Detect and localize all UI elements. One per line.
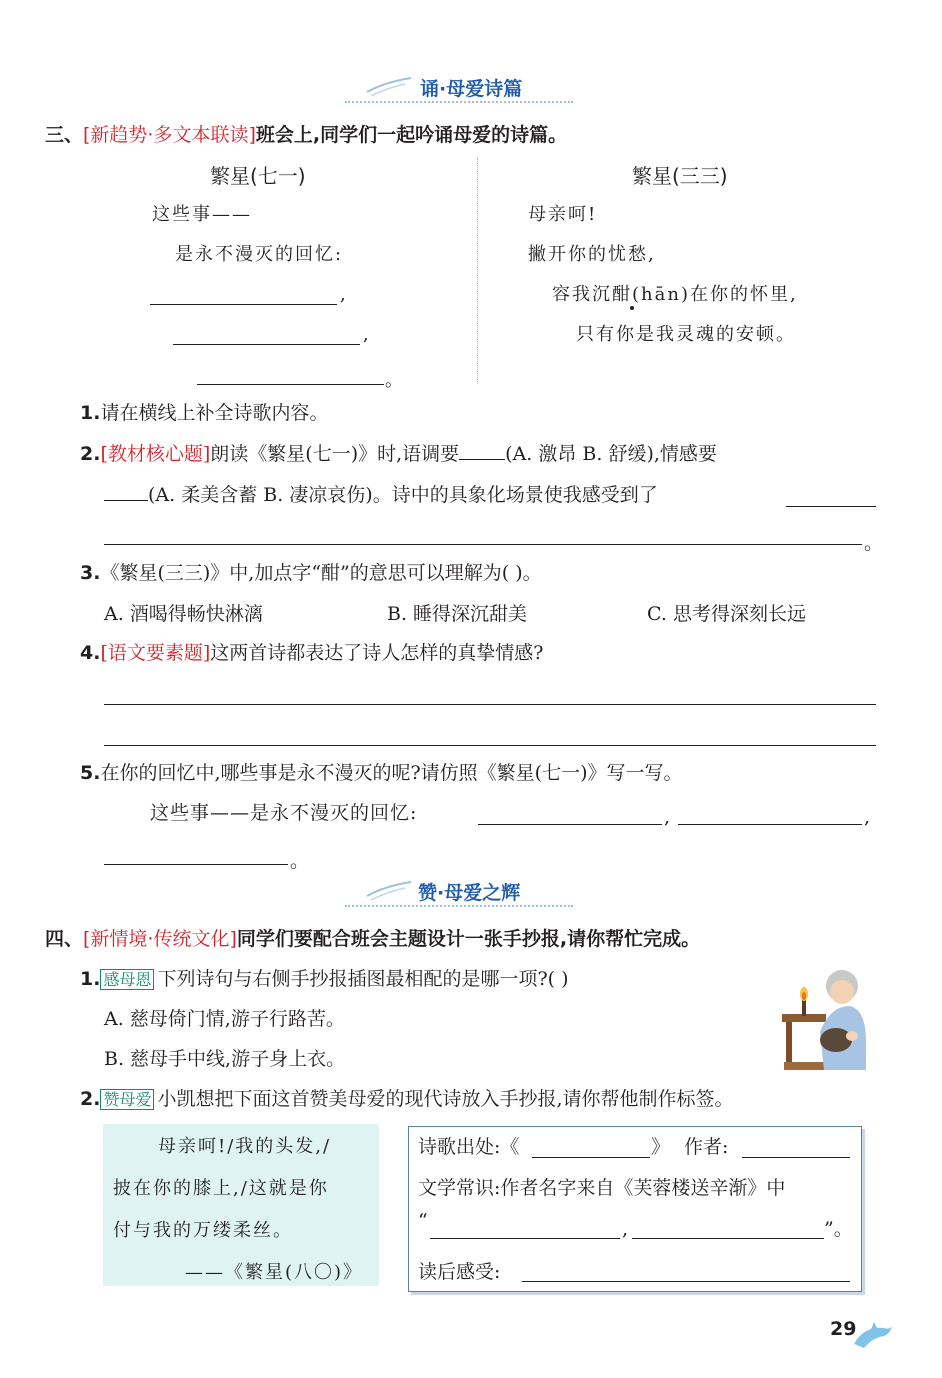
quote-blank[interactable] bbox=[632, 1238, 824, 1239]
author-label: 作者: bbox=[684, 1136, 729, 1158]
poem-line: 容我沉酣(hān)在你的怀里, bbox=[552, 284, 798, 305]
pen-decoration-icon bbox=[365, 74, 415, 100]
source-label: 诗歌出处:《 bbox=[418, 1136, 520, 1158]
answer-blank[interactable] bbox=[104, 864, 288, 865]
question-tag: 感母恩 bbox=[100, 969, 154, 990]
poem-line: 是永不漫灭的回忆: bbox=[175, 244, 344, 265]
answer-blank[interactable] bbox=[478, 824, 662, 825]
option-b[interactable]: B. 睡得深沉甜美 bbox=[387, 603, 528, 625]
author-blank[interactable] bbox=[742, 1157, 850, 1158]
question-4-1: 1. 感母恩 下列诗句与右侧手抄报插图最相配的是哪一项?( ) bbox=[80, 968, 569, 990]
section-title: 诵·母爱诗篇 bbox=[420, 78, 523, 100]
pen-decoration-icon bbox=[365, 878, 415, 904]
question-4-2: 2. 赞母爱 小凯想把下面这首赞美母爱的现代诗放入手抄报,请你帮他制作标签。 bbox=[80, 1088, 734, 1110]
poem-line: 披在你的膝上,/这就是你 bbox=[113, 1178, 329, 1199]
question-1: 1.请在横线上补全诗歌内容。 bbox=[80, 402, 329, 424]
page-number: 29 bbox=[830, 1318, 857, 1340]
option-a[interactable]: A. 慈母倚门情,游子行路苦。 bbox=[104, 1008, 345, 1030]
section-heading: 三、[新趋势·多文本联读]班会上,同学们一起吟诵母爱的诗篇。 bbox=[45, 124, 568, 146]
answer-line[interactable] bbox=[104, 544, 862, 545]
question-5-line: 这些事——是永不漫灭的回忆: bbox=[150, 802, 418, 824]
question-2-cont: (A. 柔美含蓄 B. 凄凉哀伤)。诗中的具象化场景使我感受到了 bbox=[104, 480, 658, 507]
question-4: 4.[语文要素题]这两首诗都表达了诗人怎样的真挚情感? bbox=[80, 642, 544, 664]
poem-line: 撇开你的忧愁, bbox=[528, 244, 656, 265]
answer-blank[interactable] bbox=[459, 441, 505, 460]
answer-blank[interactable] bbox=[104, 482, 148, 501]
section-title: 赞·母爱之辉 bbox=[418, 882, 521, 904]
dolphin-icon bbox=[850, 1318, 894, 1354]
question-tag: [教材核心题] bbox=[100, 443, 211, 465]
answer-blank[interactable] bbox=[150, 304, 337, 305]
emphasis-dot bbox=[630, 306, 634, 310]
answer-line[interactable] bbox=[104, 704, 876, 705]
feeling-blank[interactable] bbox=[522, 1281, 850, 1282]
question-tag: [语文要素题] bbox=[100, 642, 211, 664]
feeling-label: 读后感受: bbox=[418, 1261, 501, 1283]
heading-tag: [新情境·传统文化] bbox=[83, 928, 237, 950]
option-a[interactable]: A. 酒喝得畅快淋漓 bbox=[104, 603, 263, 625]
heading-tag: [新趋势·多文本联读] bbox=[83, 124, 256, 146]
poem-title-right: 繁星(三三) bbox=[632, 164, 728, 188]
lit-knowledge-label: 文学常识:作者名字来自《芙蓉楼送辛渐》中 bbox=[418, 1177, 786, 1199]
question-2: 2.[教材核心题]朗读《繁星(七一)》时,语调要 (A. 激昂 B. 舒缓),情感要 bbox=[80, 443, 717, 465]
quote-blank[interactable] bbox=[430, 1238, 620, 1239]
section-heading: 四、[新情境·传统文化]同学们要配合班会主题设计一张手抄报,请你帮忙完成。 bbox=[45, 928, 701, 950]
answer-line[interactable] bbox=[104, 745, 876, 746]
answer-blank[interactable] bbox=[197, 384, 384, 385]
mother-sewing-illustration bbox=[780, 962, 870, 1074]
option-b[interactable]: B. 慈母手中线,游子身上衣。 bbox=[104, 1048, 346, 1070]
answer-blank[interactable] bbox=[678, 824, 862, 825]
poem-source: ——《繁星(八〇)》 bbox=[185, 1262, 364, 1283]
poem-line: 母亲呵! bbox=[528, 204, 598, 225]
poem-line: 母亲呵!/我的头发,/ bbox=[158, 1136, 332, 1157]
poem-divider bbox=[477, 158, 478, 384]
dotted-char: 酣 bbox=[612, 284, 632, 305]
answer-blank[interactable] bbox=[173, 344, 360, 345]
poem-line: 这些事—— bbox=[152, 204, 252, 225]
option-c[interactable]: C. 思考得深刻长远 bbox=[647, 603, 806, 625]
poem-title-left: 繁星(七一) bbox=[210, 164, 306, 188]
answer-blank[interactable] bbox=[786, 506, 876, 507]
poem-line: 付与我的万缕柔丝。 bbox=[113, 1220, 293, 1241]
title-underline bbox=[345, 101, 573, 103]
question-5: 5.在你的回忆中,哪些事是永不漫灭的呢?请仿照《繁星(七一)》写一写。 bbox=[80, 762, 683, 784]
title-underline bbox=[345, 905, 573, 907]
question-tag: 赞母爱 bbox=[100, 1089, 154, 1110]
source-blank[interactable] bbox=[532, 1157, 650, 1158]
poem-line: 只有你是我灵魂的安顿。 bbox=[576, 324, 796, 345]
question-3: 3.《繁星(三三)》中,加点字“酣”的意思可以理解为( )。 bbox=[80, 562, 542, 584]
